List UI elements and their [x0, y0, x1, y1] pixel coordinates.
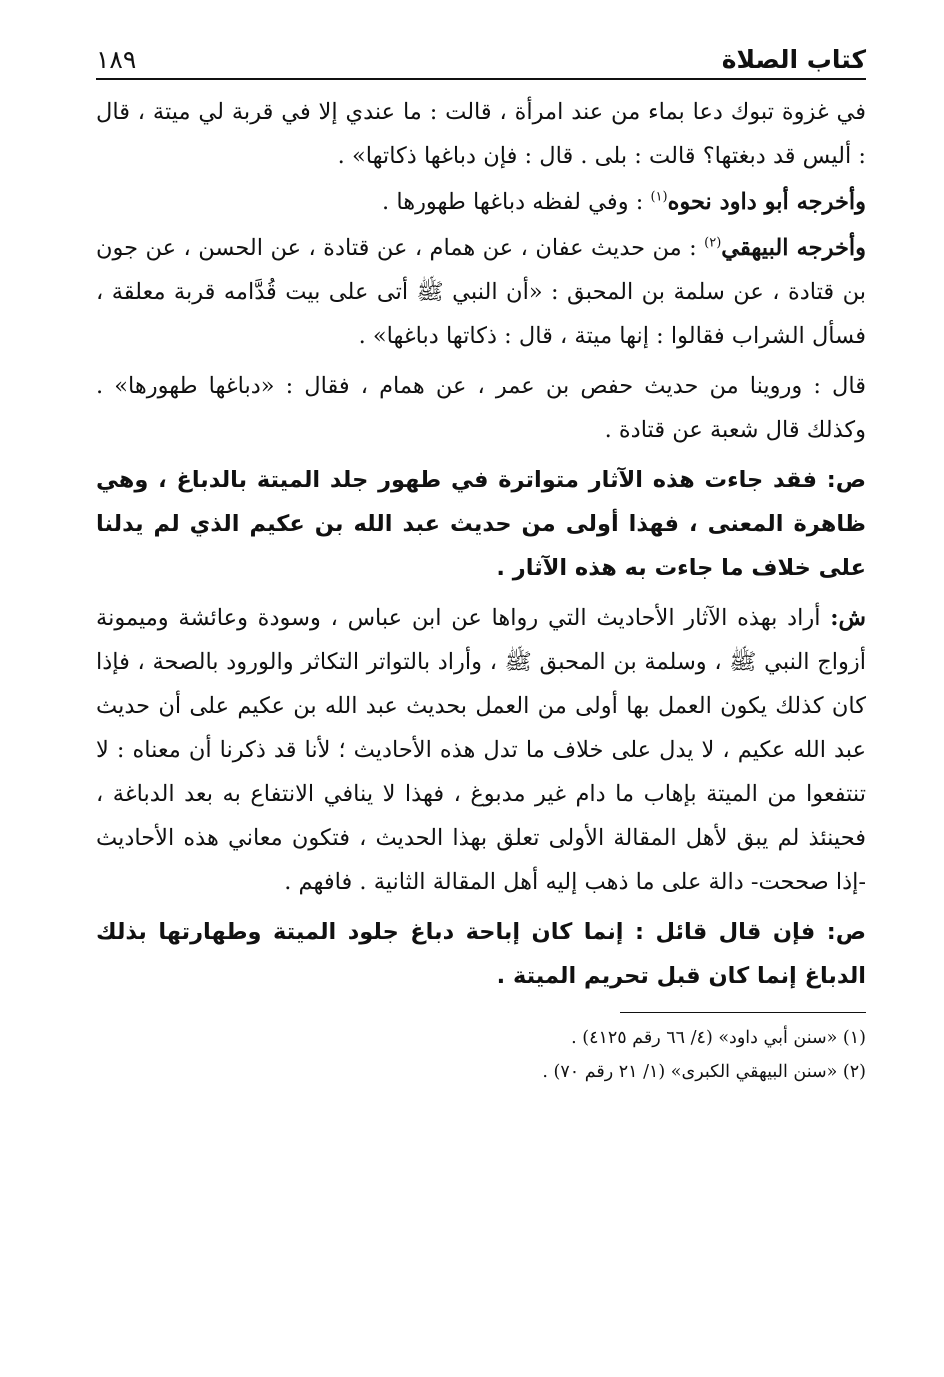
footnote-1: (١) «سنن أبي داود» (٤/ ٦٦ رقم ٤١٢٥) . — [571, 1028, 866, 1048]
paragraph-bayhaqi — [96, 226, 866, 358]
paragraph-text: : من حديث عفان ، عن همام ، عن قتادة ، عن الحسن ، عن جون بن قتادة ، عن سلمة بن المحبق : «أن النبي ﷺ أتى على بيت قُدَّامه قربة معلقة ، فسأل الشراب فقالوا : إنها ميتة ، قال : ذكاتها دباغها» . — [96, 235, 866, 349]
paragraph-lead: ش: — [830, 605, 866, 631]
sharh-paragraph — [96, 596, 866, 904]
paragraph-text: : وفي لفظه دباغها طهورها . — [382, 189, 651, 215]
paragraph-text: ص: فإن قال قائل : إنما كان إباحة دباغ جلود الميتة وطهارتها بذلك الدباغ إنما كان قبل تحريم الميتة . — [96, 919, 866, 989]
matn-paragraph-question — [96, 910, 866, 998]
running-header — [96, 34, 866, 80]
page-number: ١٨٩ — [96, 45, 137, 74]
paragraph-hadith-continuation — [96, 90, 866, 178]
footnote-ref-1: (١) — [650, 189, 668, 205]
paragraph-lead: وأخرجه البيهقي — [721, 235, 867, 261]
paragraph-abu-dawud — [96, 180, 866, 224]
footnote-ref-2: (٢) — [704, 235, 722, 251]
footnotes — [96, 1021, 866, 1089]
footnote-divider — [620, 1012, 866, 1013]
matn-paragraph — [96, 458, 866, 590]
paragraph-riwaya — [96, 364, 866, 452]
footnote-2: (٢) «سنن البيهقي الكبرى» (١/ ٢١ رقم ٧٠) . — [542, 1062, 866, 1082]
paragraph-text: أراد بهذه الآثار الأحاديث التي رواها عن ابن عباس ، وسودة وعائشة وميمونة أزواج النبي ﷺ ، وسلمة بن المحبق ﷺ ، وأراد بالتواتر التكاثر والورود بالصحة ، فإذا كان كذلك يكون العمل بها أولى من العمل بحديث عبد الله بن عكيم على أن حديث عبد الله عكيم ، لا يدل على خلاف ما تدل هذه الأحاديث ؛ لأنا قد ذكرنا أن معناه : لا تنتفعوا من الميتة بإهاب ما دام غير مدبوغ ، فهذا لا ينافي الانتفاع به بعد الدباغة ، فحينئذ لم يبق لأهل المقالة الأولى تعلق بهذا الحديث ، فتكون معاني هذه الأحاديث -إذا صححت- دالة على ما ذهب إليه أهل المقالة الثانية . فافهم . — [96, 605, 866, 895]
body-text — [96, 90, 866, 998]
paragraph-text: في غزوة تبوك دعا بماء من عند امرأة ، قالت : ما عندي إلا في قربة لي ميتة ، قال : أليس قد دبغتها؟ قالت : بلى . قال : فإن دباغها ذكاتها» . — [96, 99, 866, 169]
book-page — [96, 34, 866, 1089]
paragraph-text: ص: فقد جاءت هذه الآثار متواترة في طهور جلد الميتة بالدباغ ، وهي ظاهرة المعنى ، فهذا أولى من حديث عبد الله بن عكيم الذي لم يدلنا على خلاف ما جاءت به هذه الآثار . — [96, 467, 866, 581]
paragraph-lead: وأخرجه أبو داود نحوه — [667, 189, 866, 215]
paragraph-text: قال : وروينا من حديث حفص بن عمر ، عن همام ، فقال : «دباغها طهورها» . وكذلك قال شعبة عن قتادة . — [96, 373, 866, 443]
chapter-title: كتاب الصلاة — [721, 45, 866, 74]
